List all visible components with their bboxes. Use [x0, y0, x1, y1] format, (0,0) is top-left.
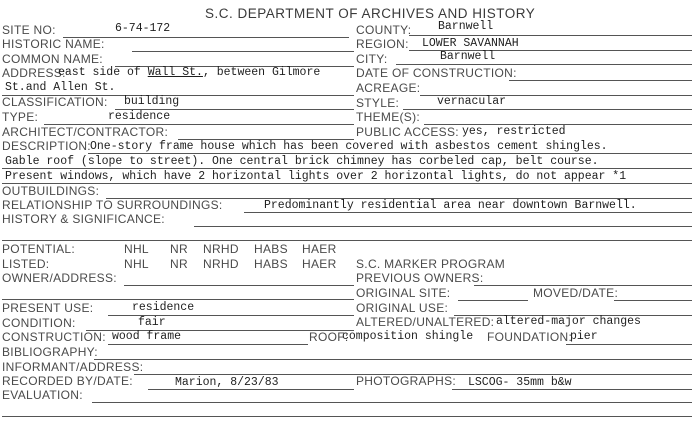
recorded-value: Marion, 8/23/83: [175, 376, 279, 389]
informant-label: INFORMANT/ADDRESS:: [2, 360, 144, 374]
date-construction-label: DATE OF CONSTRUCTION:: [356, 66, 517, 80]
potential-label: POTENTIAL:: [2, 242, 76, 256]
classification-value: building: [124, 95, 180, 108]
condition-value: fair: [138, 316, 166, 329]
potential-habs: HABS: [254, 242, 288, 256]
description-line2: Gable roof (slope to street). One central brick chimney has corbeled cap, belt course.: [5, 155, 599, 168]
form-title: S.C. DEPARTMENT OF ARCHIVES AND HISTORY: [205, 6, 536, 21]
potential-nrhd: NRHD: [203, 242, 239, 256]
photographs-line: [452, 389, 692, 390]
style-value: vernacular: [437, 95, 507, 108]
county-label: COUNTY:: [356, 23, 412, 37]
description-line1: One-story frame house which has been covered with asbestos cement shingles.: [90, 140, 608, 153]
section-divider: [2, 240, 692, 241]
site-no-label: SITE NO:: [2, 23, 56, 37]
photographs-label: PHOTOGRAPHS:: [356, 374, 457, 388]
foundation-value: pier: [570, 330, 598, 343]
moved-date-line: [614, 300, 692, 301]
historic-name-label: HISTORIC NAME:: [2, 37, 105, 51]
city-line: [396, 64, 692, 65]
evaluation-label: EVALUATION:: [2, 388, 83, 402]
listed-nrhd: NRHD: [203, 257, 239, 271]
description-line2-rule: [2, 168, 692, 169]
potential-nr: NR: [170, 242, 188, 256]
acreage-label: ACREAGE:: [356, 81, 421, 95]
city-label: CITY:: [356, 52, 388, 66]
original-use-label: ORIGINAL USE:: [356, 301, 449, 315]
description-line3-rule: [2, 183, 692, 184]
outbuildings-label: OUTBUILDINGS:: [2, 184, 100, 198]
region-value: LOWER SAVANNAH: [422, 37, 519, 50]
owner-address-line: [124, 285, 354, 286]
themes-label: THEME(S):: [356, 110, 421, 124]
description-line3: Present windows, which have 2 horizontal lights over 2 horizontal lights, do not appear *1: [5, 170, 627, 183]
public-access-label: PUBLIC ACCESS:: [356, 125, 459, 139]
historic-name-line: [132, 51, 354, 52]
roof-value: composition shingle: [342, 330, 474, 343]
listed-habs: HABS: [254, 257, 288, 271]
site-no-value: 6-74-172: [115, 22, 171, 35]
city-value: Barnwell: [440, 50, 496, 63]
date-construction-line: [509, 80, 692, 81]
recorded-line: [148, 389, 354, 390]
listed-haer: HAER: [302, 257, 337, 271]
altered-label: ALTERED/UNALTERED:: [356, 315, 495, 329]
moved-date-label: MOVED/DATE:: [533, 286, 619, 300]
evaluation-line: [92, 402, 692, 403]
type-value: residence: [108, 110, 171, 123]
classification-label: CLASSIFICATION:: [2, 95, 108, 109]
surroundings-line: [244, 212, 692, 213]
marker-program-label: S.C. MARKER PROGRAM: [356, 257, 506, 271]
style-line: [403, 109, 692, 110]
bibliography-line: [94, 359, 692, 360]
public-access-value: yes, restricted: [462, 125, 566, 138]
site-no-line: [63, 37, 349, 38]
owner-address-label: OWNER/ADDRESS:: [2, 271, 117, 285]
address-line2: St.and Allen St.: [5, 81, 116, 94]
recorded-label: RECORDED BY/DATE:: [2, 374, 133, 388]
surroundings-value: Predominantly residential area near downtown Barnwell.: [264, 199, 637, 212]
type-label: TYPE:: [2, 110, 39, 124]
present-use-value: residence: [132, 301, 195, 314]
description-line1-rule: [88, 153, 692, 154]
address-label: ADDRESS:: [2, 66, 66, 80]
altered-value: altered-major changes: [496, 315, 641, 328]
roof-label: ROOF:: [309, 330, 349, 344]
original-site-label: ORIGINAL SITE:: [356, 286, 451, 300]
previous-owners-label: PREVIOUS OWNERS:: [356, 271, 484, 285]
history-label: HISTORY & SIGNIFICANCE:: [2, 212, 165, 226]
listed-label: LISTED:: [2, 257, 50, 271]
condition-label: CONDITION:: [2, 316, 76, 330]
potential-haer: HAER: [302, 242, 337, 256]
description-label: DESCRIPTION:: [2, 139, 91, 153]
history-line: [194, 226, 692, 227]
style-label: STYLE:: [356, 96, 400, 110]
foundation-line: [566, 344, 692, 345]
county-value: Barnwell: [438, 20, 494, 33]
present-use-label: PRESENT USE:: [2, 301, 94, 315]
county-line: [409, 35, 692, 36]
common-name-label: COMMON NAME:: [2, 52, 103, 66]
listed-nhl: NHL: [124, 257, 149, 271]
surroundings-label: RELATIONSHIP TO SURROUNDINGS:: [2, 198, 223, 212]
evaluation-line2: [2, 416, 692, 417]
listed-nr: NR: [170, 257, 188, 271]
foundation-label: FOUNDATION:: [487, 330, 573, 344]
construction-value: wood frame: [112, 330, 182, 343]
construction-label: CONSTRUCTION:: [2, 330, 106, 344]
photographs-value: LSCOG- 35mm b&w: [468, 376, 572, 389]
address-line1: east side of Wall St., between Gilmore: [58, 66, 321, 79]
original-site-line: [458, 300, 528, 301]
owner-address-line2: [2, 299, 354, 300]
bibliography-label: BIBLIOGRAPHY:: [2, 345, 98, 359]
potential-nhl: NHL: [124, 242, 149, 256]
construction-line: [108, 344, 308, 345]
region-label: REGION:: [356, 37, 409, 51]
architect-label: ARCHITECT/CONTRACTOR:: [2, 125, 169, 139]
